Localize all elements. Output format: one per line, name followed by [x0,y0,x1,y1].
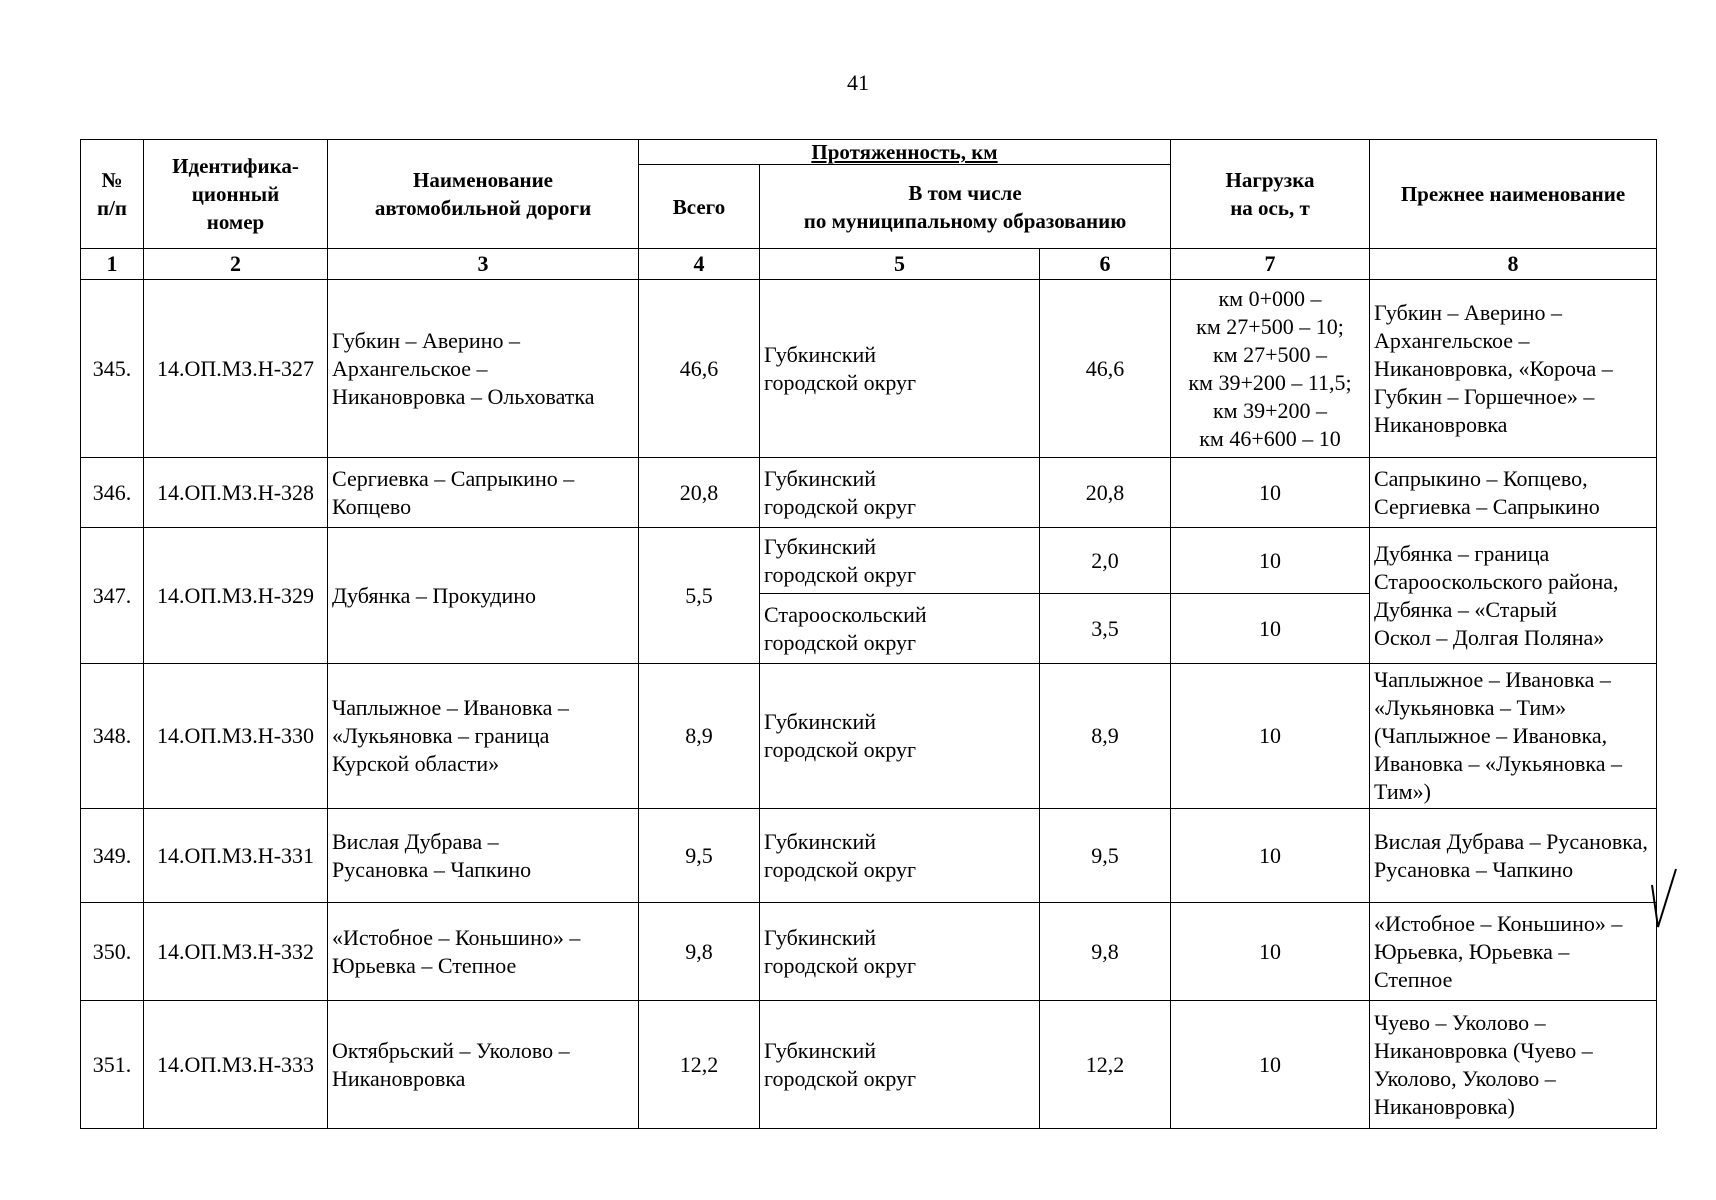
total-length-cell: 5,5 [639,528,760,664]
total-length-cell: 9,8 [639,903,760,1001]
table-row [81,280,1657,458]
header-including: В том числе по муниципальному образованию [760,165,1171,249]
column-number: 5 [760,249,1040,280]
municipality-length-cell: 9,8 [1040,903,1171,1001]
header-identifier: Идентифика- ционный номер [144,140,328,249]
former-name-cell: Сапрыкино – Копцево, Сергиевка – Сапрыкино [1370,458,1657,528]
municipality-length-cell: 8,9 [1040,664,1171,809]
row-number-cell: 348. [81,664,144,809]
road-id-cell: 14.ОП.МЗ.Н-327 [144,280,328,458]
header-road-name: Наименование автомобильной дороги [328,140,639,249]
header-row-number: № п/п [81,140,144,249]
former-name-cell: Губкин – Аверино – Архангельское – Никановровка, «Короча – Губкин – Горшечное» – Никановровка [1370,280,1657,458]
municipality-length-cell: 46,6 [1040,280,1171,458]
page-number: 41 [847,70,869,95]
column-number: 3 [328,249,639,280]
municipality-length-cell: 3,5 [1040,594,1171,664]
header-axle-load: Нагрузка на ось, т [1171,140,1370,249]
table-row [81,528,1657,594]
road-name-cell: Вислая Дубрава – Русановка – Чапкино [328,809,639,903]
municipality-cell: Старооскольский городской округ [760,594,1040,664]
header-length-group: Протяженность, км [639,140,1171,165]
former-name-cell: Чуево – Уколово – Никановровка (Чуево – Уколово, Уколово – Никановровка) [1370,1001,1657,1129]
municipality-cell: Губкинский городской округ [760,458,1040,528]
row-number-cell: 350. [81,903,144,1001]
axle-load-cell: 10 [1171,458,1370,528]
road-name-cell: Чаплыжное – Ивановка – «Лукьяновка – граница Курской области» [328,664,639,809]
road-name-cell: Сергиевка – Сапрыкино – Копцево [328,458,639,528]
municipality-cell: Губкинский городской округ [760,903,1040,1001]
road-id-cell: 14.ОП.МЗ.Н-330 [144,664,328,809]
municipality-cell: Губкинский городской округ [760,528,1040,594]
axle-load-cell: км 0+000 – км 27+500 – 10; км 27+500 – км 39+200 – 11,5; км 39+200 – км 46+600 – 10 [1171,280,1370,458]
total-length-cell: 12,2 [639,1001,760,1129]
municipality-length-cell: 12,2 [1040,1001,1171,1129]
total-length-cell: 46,6 [639,280,760,458]
table-row [81,664,1657,809]
municipality-cell: Губкинский городской округ [760,280,1040,458]
municipality-cell: Губкинский городской округ [760,664,1040,809]
table-row [81,458,1657,528]
table-row [81,1001,1657,1129]
roads-table-body [81,280,1657,1129]
row-number-cell: 346. [81,458,144,528]
road-id-cell: 14.ОП.МЗ.Н-331 [144,809,328,903]
road-id-cell: 14.ОП.МЗ.Н-328 [144,458,328,528]
municipality-length-cell: 20,8 [1040,458,1171,528]
road-id-cell: 14.ОП.МЗ.Н-333 [144,1001,328,1129]
municipality-cell: Губкинский городской округ [760,809,1040,903]
roads-table [80,139,1657,1129]
check-mark-icon [1650,865,1680,935]
axle-load-cell: 10 [1171,664,1370,809]
municipality-length-cell: 9,5 [1040,809,1171,903]
road-name-cell: Губкин – Аверино – Архангельское – Никановровка – Ольховатка [328,280,639,458]
total-length-cell: 20,8 [639,458,760,528]
road-name-cell: Дубянка – Прокудино [328,528,639,664]
column-number: 7 [1171,249,1370,280]
axle-load-cell: 10 [1171,903,1370,1001]
table-row [81,809,1657,903]
total-length-cell: 8,9 [639,664,760,809]
former-name-cell: Дубянка – граница Старооскольского района, Дубянка – «Старый Оскол – Долгая Поляна» [1370,528,1657,664]
municipality-length-cell: 2,0 [1040,528,1171,594]
row-number-cell: 345. [81,280,144,458]
former-name-cell: Вислая Дубрава – Русановка, Русановка – Чапкино [1370,809,1657,903]
row-number-cell: 351. [81,1001,144,1129]
column-number: 1 [81,249,144,280]
column-number: 6 [1040,249,1171,280]
total-length-cell: 9,5 [639,809,760,903]
row-number-cell: 349. [81,809,144,903]
header-former-name: Прежнее наименование [1370,140,1657,249]
axle-load-cell: 10 [1171,594,1370,664]
road-name-cell: «Истобное – Коньшино» – Юрьевка – Степное [328,903,639,1001]
road-id-cell: 14.ОП.МЗ.Н-329 [144,528,328,664]
former-name-cell: Чаплыжное – Ивановка – «Лукьяновка – Тим» (Чаплыжное – Ивановка, Ивановка – «Лукьяновка – Тим») [1370,664,1657,809]
table-row [81,903,1657,1001]
row-number-cell: 347. [81,528,144,664]
former-name-cell: «Истобное – Коньшино» – Юрьевка, Юрьевка – Степное [1370,903,1657,1001]
axle-load-cell: 10 [1171,809,1370,903]
municipality-cell: Губкинский городской округ [760,1001,1040,1129]
axle-load-cell: 10 [1171,1001,1370,1129]
axle-load-cell: 10 [1171,528,1370,594]
road-id-cell: 14.ОП.МЗ.Н-332 [144,903,328,1001]
column-number: 4 [639,249,760,280]
column-number: 8 [1370,249,1657,280]
header-total: Всего [639,165,760,249]
column-number: 2 [144,249,328,280]
road-name-cell: Октябрьский – Уколово – Никановровка [328,1001,639,1129]
